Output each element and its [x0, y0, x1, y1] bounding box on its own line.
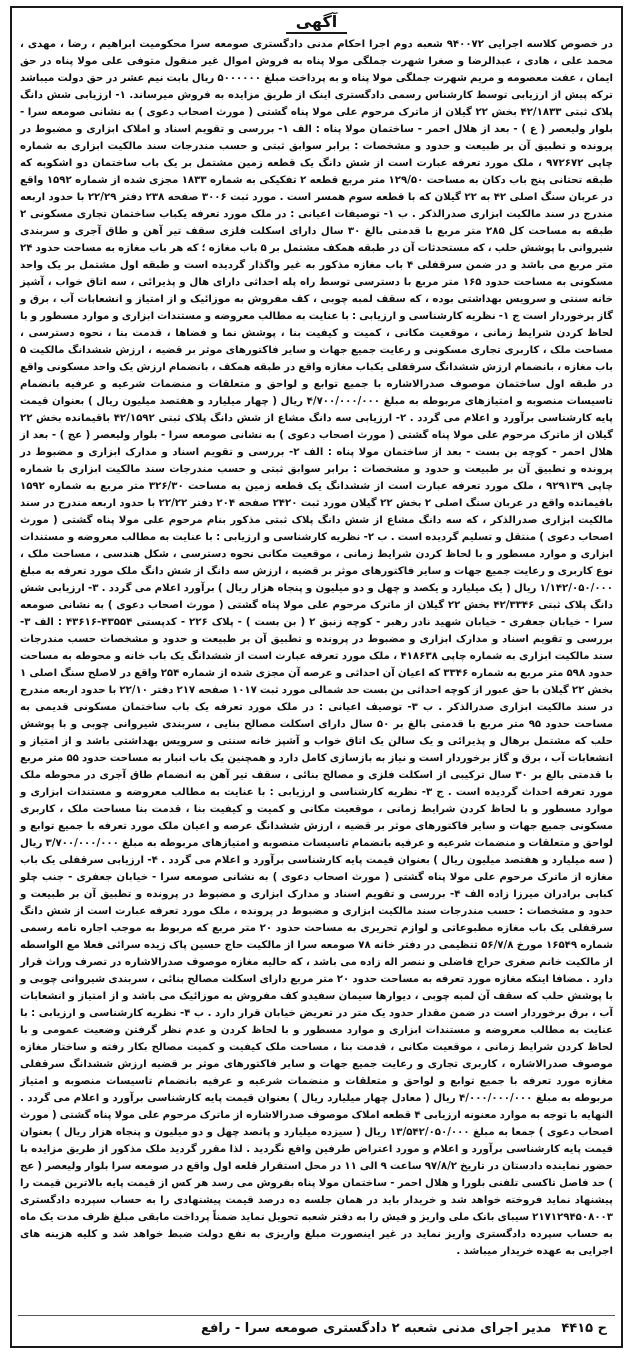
legal-notice-box — [10, 6, 623, 1348]
notice-body: در خصوص کلاسه اجرایی ۹۴۰۰۷۲ شعبه دوم اجرا احکام مدنی دادگستری صومعه سرا محکومیت ابراهیم ، رضا ، مهدی ، محمد علی ، هادی ، عبدالرضا و صغرا شهرت جملگی مولا پناه به فروش اموال غیر منقول متوفی علی مولا پناه در حق ایمان ، عفت معصومه و مریم شهرت جملگی مولا پناه و به پرداخت مبلغ ۵۰۰۰۰۰۰ ریال بابت نیم عشر در حق دولت میباشد ترکه پیش از ارزیابی توسط کارشناس رسمی دادگستری اینک از طریق مزایده به فروش میرساند. ۱- ارزیابی شش دانگ پلاک ثبتی ۴۲/۱۸۳۳ بخش ۲۲ گیلان از ماترک مرحوم علی مولا پناه گشتی ( مورث اصحاب دعوی ) به نشانی صومعه سرا - بلوار ولیعصر ( ع ) - بعد از هلال احمر - ساختمان مولا پناه : الف ۱- بررسی و تقویم اسناد و املاک ابزاری و مضبوط در پرونده و تطبیق آن بر طبیعت و حدود و مشخصات : برابر سوابق ثبتی و حسب مندرجات سند مالکیت ابزاری به شماره چاپی ۹۷۲۶۷۲ ، ملک مورد تعرفه عبارت است از شش دانگ یک قطعه زمین مشتمل بر یک باب ساختمان دو اشکوبه که طبقه تحتانی پنج باب دکان به مساحت ۱۲۹/۵۰ متر مربع قطعه ۲ تفکیکی به شماره ۱۸۳۳ مجزی شده از شماره ۱۵۹۲ واقع در عربان سنگ اصلی ۴۲ به ۲۲ گیلان که با قطعه سوم همسر است . مورد ثبت ۳۰۰۶ صفحه ۲۳۸ دفتر ۲۲/۲۹ با حدود اربعه مندرج در سند مالکیت ابزاری صدرالذکر . ب ۱- توصیفات اعیانی : در ملک مورد تعرفه یکباب ساختمان تجاری مسکونی ۲ طبقه به مساحت کل ۲۸۵ متر مربع با قدمتی بالغ ۳۰ سال دارای اسکلت فلزی سقف تیر آهن و طاق آجری و سربندی شیروانی با پوشش حلب ، که مستحدثات آن در طبقه همکف مشتمل بر ۵ باب مغازه ؛ که هر باب مغازه به مساحت حدود ۲۴ متر مربع می باشد و در ضمن سرقفلی ۴ باب مغازه مذکور به غیر واگذار گردیده است و طبقه اول مشتمل بر یک واحد مسکونی به مساحت حدود ۱۶۵ متر مربع با دسترسی توسط راه پله احداثی دارای هال و پذیرائی ، سه اتاق خواب ، آشپز خانه سنتی و سرویس بهداشتی بوده ، که سقف لمبه چوبی ، کف مفروش به موزائیک و از امتیاز و انشعابات آب ، برق و گاز برخوردار است ج ۱- نظریه کارشناسی و ارزیابی : با عنایت به مطالب معروضه و مستندات ابزاری و موارد مسطور و با لحاظ کردن شرایط زمانی ، موقعیت مکانی ، کمیت و کیفیت بنا ، پوشش نما و فضاها ، قدمت بنا ، نحوه دسترسی ، مساحت ملک ، کاربری تجاری مسکونی و رعایت جمیع جهات و سایر فاکتورهای موثر بر قضیه ، ارزش ششدانگ مالکیت ۵ باب مغازه ، بانضمام ارزش ششدانگ سرقفلی یکباب مغازه واقع در طبقه همکف ، بانضمام ارزش یک واحد مسکونی واقع در طبقه اول ساختمان موصوف صدرالاشاره با جمیع توابع و لواحق و متعلقات و منضمات شرعیه و عرفیه بانضمام تاسیسات منصوبه و امتیازهای مربوطه به مبلغ ۴/۷۰۰/۰۰۰/۰۰۰ ریال ( چهار میلیارد و هفتصد میلیون ریال ) بعنوان قیمت پایه کارشناسی برآورد و اعلام می گردد . ۲- ارزیابی سه دانگ مشاع از شش دانگ پلاک ثبتی ۴۲/۱۵۹۲ باقیمانده بخش ۲۲ گیلان از ماترک مرحوم علی مولا پناه گشتی ( مورث اصحاب دعوی ) به نشانی صومعه سرا - بلوار ولیعصر ( عج ) - بعد از هلال احمر - کوچه بن بست - بعد از ساختمان مولا پناه : الف ۲- بررسی و تقویم اسناد و مدارک ابزاری و مضبوط در پرونده و تطبیق آن بر طبیعت و حدود و مشخصات : برابر سوابق ثبتی و حسب مندرجات سند مالکیت ابزاری با شماره چاپی ۹۲۹۱۳۹ ، ملک مورد تعرفه عبارت است از ششدانگ یک قطعه زمین به مساحت ۳۲۶/۳۰ متر مربع به شماره ۱۵۹۲ باقیمانده واقع در عربان سنگ اصلی ۲ بخش ۲۲ گیلان مورد ثبت ۲۴۲۰ صفحه ۲۰۴ دفتر ۲۲/۲۲ با حدود اربعه مندرج در سند مالکیت ابزاری صدرالذکر ، که سه دانگ مشاع از شش دانگ پلاک ثبتی مذکور بنام مرحوم علی مولا پناه گشتی ( مورث اصحاب دعوی ) منتقل و تسلیم گردیده است . ب ۲- نظریه کارشناسی و ارزیابی : با عنایت به مطالب معروضه و مستندات ابزاری و موارد مسطور و با لحاظ کردن شرایط زمانی ، موقعیت مکانی نحوه دسترسی ، شکل هندسی ، مساحت ملک ، نوع کاربری و رعایت جمیع جهات و سایر فاکتورهای موثر بر قضیه ، ارزش سه دانگ از شش دانگ ملک مورد تعرفه به مبلغ ۱/۱۴۲/۰۵۰/۰۰۰ ریال ( یک میلیارد و یکصد و چهل و دو میلیون و پنجاه هزار ریال ) برآورد اعلام می گردد . ۳- ارزیابی شش دانگ پلاک ثبتی ۴۲/۳۳۴۶ بخش ۲۲ گیلان از ماترک مرحوم علی مولا پناه گشتی ( مورث اصحاب دعوی ) به نشانی صومعه سرا - خیابان جعفری - خیابان شهید نادر رهبر - کوچه زنبق ۲ ( بن بست ) - پلاک ۲۲۶ - کدپستی ۴۳۵۵۴-۴۳۶۱۶ : الف ۳- بررسی و تقویم اسناد و مدارک ابزاری و مضبوط در پرونده و تطبیق آن بر طبیعت و حدود و مشخصات حسب مندرجات سند مالکیت ابزاری به شماره چاپی ۴۱۸۶۳۸ ، ملک مورد تعرفه عبارت است از ششدانگ یک باب خانه و محوطه به مساحت حدود ۵۹۸ متر مربع به شماره ۳۳۴۶ که اعیان آن احداثی و عرصه آن مجزی شده از شماره ۲۵۴ واقع در لاصلح سنگ اصلی ۱ بخش ۲۲ گیلان با حق عبور از کوچه احداثی بن بست حد شمالی مورد ثبت ۱۰۱۷ صفحه ۲۱۷ دفتر ۲۲/۱۰ با حدود اربعه مندرج در سند مالکیت ابزاری صدرالذکر . ب ۳- توصیف اعیانی : در ملک مورد تعرفه یک باب ساختمان مسکونی قدیمی به مساحت حدود ۹۵ متر مربع با قدمتی بالغ بر ۵۰ سال دارای اسکلت مصالح بنایی ، سربندی شیروانی چوبی و با پوشش حلب که مشتمل برهال و پذیرائی و یک سالن یک اتاق خواب و آشپز خانه سنتی و سرویس بهداشتی باشد و از امتیاز و انشعابات آب ، برق و گاز برخوردار است و نیاز به بازسازی کامل دارد و همچنین یک باب انبار به مساحت حدود ۵۵ متر مربع با قدمتی بالغ بر ۳۰ سال ترکیبی از اسکلت فلزی و مصالح بنائی ، سقف تیر آهن به انضمام طاق آجری در محوطه ملک مورد تعرفه احداث گردیده است . ج ۳- نظریه کارشناسی و ارزیابی : با عنایت به مطالب معروضه و مستندات ابزاری و موارد مسطور و با لحاظ کردن شرایط زمانی ، موقعیت مکانی و کمیت و کیفیت بنا ، قدمت بنا مساحت ملک ، کاربری مسکونی جمیع جهات و سایر فاکتورهای موثر بر قضیه ، ارزش ششدانگ عرصه و اعیان ملک مورد تعرفه با جمیع توابع و لواحق و متعلقات و منضمات شرعیه و عرفیه بانضمام تاسیسات منصوبه و امتیازهای مربوطه به مبلغ ۳/۷۰۰/۰۰۰/۰۰۰ ریال ( سه میلیارد و هفتصد میلیون ریال ) بعنوان قیمت پایه کارشناسی برآورد و اعلام می گردد . ۴- ارزیابی سرقفلی یک باب مغازه از ماترک مرحوم علی مولا پناه گشتی ( مورث اصحاب دعوی ) به نشانی صومعه سرا - خیابان جعفری - جنب چلو کبابی برادران میرزا زاده الف ۴- بررسی و تقویم اسناد و مدارک ابزاری و مضبوط در پرونده و تطبیق آن بر طبیعت و حدود و مشخصات : حسب مندرجات سند مالکیت ابزاری و مضبوط در پرونده ، ملک مورد تعرفه عبارت است از شش دانگ سرقفلی یک باب مغازه مطبوعاتی و لوازم تحریری به مساحت حدود ۲۰ متر مربع که مربوط به موجب اجاره نامه رسمی شماره ۱۶۵۴۹ مورخ ۵۶/۷/۸ تنظیمی در دفتر خانه ۷۸ صومعه سرا از مالکیت حاج حسین پاک زیده سرائی فعلا مع الواسطه از مالکیت خانم صغری حراج فاضلی و ننصر اله زاده می باشد ، که حالیه مغازه موصوف صدرالاشاره در تصرف وراث قرار دارد . مضافا اینکه مغازه مورد تعرفه به مساحت حدود ۲۰ متر مربع دارای اسکلت مصالح بنائی ، سربندی شیروانی چوبی و با پوشش حلب که سقف آن لمبه چوبی ، دیوارها سیمان سفیدو کف مفروش به موزائیک می باشد و از امتیاز و انشعابات آب ، برق برخوردار است در ضمن مقدار حدود یک متر در تعریض خیابان قرار دارد . ب ۴- نظریه کارشناسی و ارزیابی : با عنایت به مطالب معروضه و مستندات ابزاری و موارد مسطور و با لحاظ کردن و عدم نظر گرفتن وضعیت عمومی و با لحاظ کردن شرایط زمانی ، موقعیت مکانی ، قدمت بنا ، مساحت ملک کیفیت و کمیت مصالح بکار رفته و ساختار مغازه موصوف صدرالاشاره ، کاربری تجاری و رعایت جمیع جهات و سایر فاکتورهای موثر بر قضیه ارزش ششدانگ سرقفلی مغازه مورد تعرفه با جمیع توابع و لواحق و متعلقات و منضمات شرعیه و عرفیه بانضمام تاسیسات منصوبه و امتیاز مربوطه به مبلغ ۴/۰۰۰/۰۰۰/۰۰۰ ریال ( معادل چهار میلیارد ریال ) بعنوان قیمت پایه کارشناسی برآورد و اعلام می گردد . النهایه با توجه به موارد معنونه ارزیابی ۴ قطعه املاک موصوف صدرالاشاره از ماترک مرحوم علی مولا پناه گشتی ( مورث اصحاب دعوی ) جمعا به مبلغ ۱۳/۵۴۲/۰۵۰/۰۰۰ ریال ( سیزده میلیارد و پانصد چهل و دو میلیون و پنجاه هزار ریال ) بعنوان قیمت پایه کارشناسی برآورد و اعلام و مورد اعتراض طرفین واقع نگردید . لذا مقرر گردید ملک مذکور از طریق مزایده با حضور نماینده دادستان در تاریخ ۹۷/۸/۲ ساعت ۹ الی ۱۱ در محل استقرار قلعه اول واقع در صومعه سرا بلوار ولیعصر ( عج ) حد فاصل تاکسی تلفنی بلورا و هلال احمر - ساختمان مولا پناه بفروش می رسد هر کس از قیمت پایه بالاترین قیمت را پیشنهاد نماید فروخته خواهد شد و خریدار باید در همان جلسه ده درصد قیمت پیشنهادی را به حساب سپرده دادگستری ۲۱۷۱۲۹۴۵۰۸۰۰۳ سیبای بانک ملی واریز و فیش را به دفتر شعبه تحویل نماید ضمناً پرداخت مابقی مبلغ ظرف مدت یک ماه به حساب سپرده دادگستری واریز نماید در غیر اینصورت مبلغ واریزی به نفع دولت ضبط خواهد شد و کلیه هزینه های اجرایی به عهده خریدار میباشد . — [20, 39, 614, 1257]
notice-code: ح ۴۴۱۵ — [561, 1320, 607, 1336]
notice-title: آگهی — [286, 12, 348, 34]
notice-signature: مدیر اجرای مدنی شعبه ۲ دادگستری صومعه سرا - رافع — [201, 1320, 552, 1336]
notice-footer — [18, 1315, 615, 1340]
notice-title-row — [20, 12, 613, 34]
